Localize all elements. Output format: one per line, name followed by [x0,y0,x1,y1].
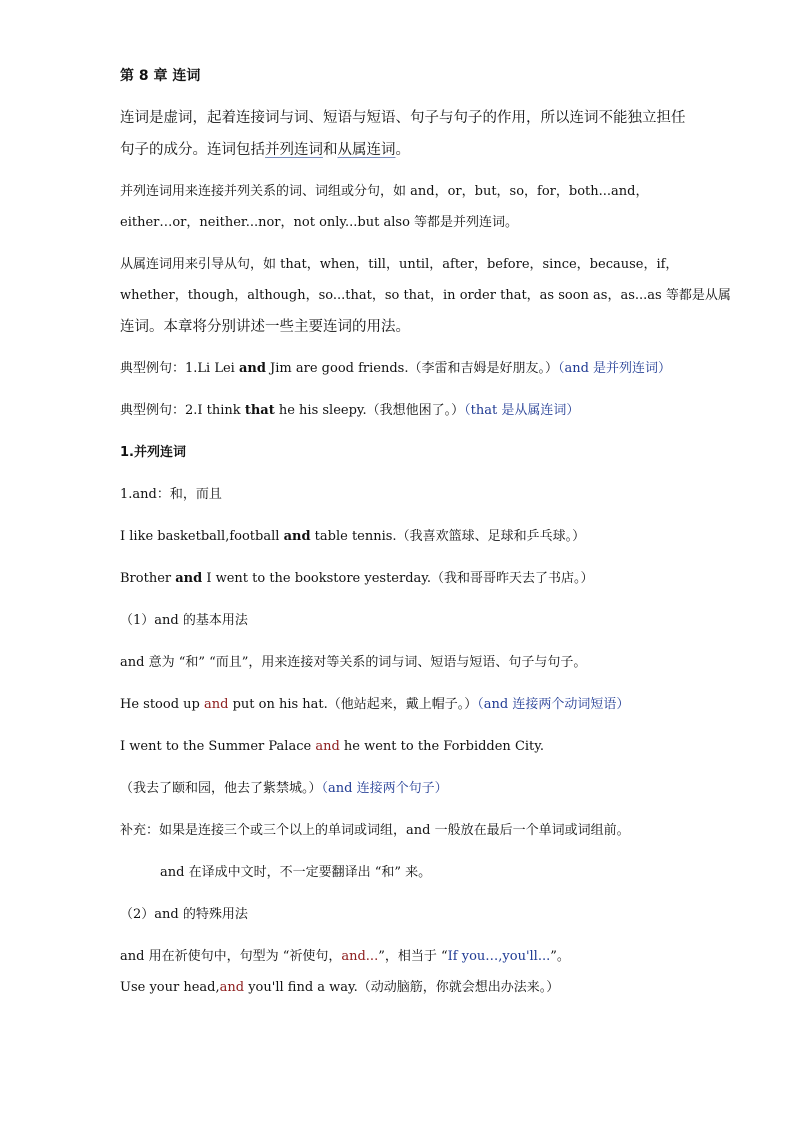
keyword: that [244,403,275,418]
keyword: and [238,361,266,376]
text: he went to the Forbidden City. [339,739,545,754]
note: （and 是并列连词） [557,361,672,376]
text: I went to the bookstore yesterday.（我和哥哥昨天去了书店。） [202,571,594,586]
text: I like basketball,football [120,529,284,544]
text: I went to the Summer Palace [120,739,316,754]
subheading-special: （2）and 的特殊用法 [120,907,248,922]
special-usage [120,949,570,965]
text: he his sleepy.（我想他困了。） [274,403,465,418]
note: （that 是从属连词） [464,403,580,418]
intro-line-1: 连词是虚词，起着连接词与词、短语与短语、句子与句子的作用，所以连词不能独立担任 [120,110,686,126]
sentence-3 [120,697,629,713]
sentence-4-translation [120,781,448,797]
intro-text: 和 [323,142,338,158]
section-heading: 1.并列连词 [120,445,186,460]
keyword: and [283,529,311,544]
pattern: If you…,you'll... [447,949,551,964]
text: （我去了颐和园，他去了紫禁城。） [120,781,322,796]
text: ”。 [550,949,570,964]
coord-line-1: 并列连词用来连接并列关系的词、词组或分句，如 and，or，but，so，for，both...and， [120,184,649,199]
text: Use your head, [120,980,220,995]
subord-line-3: 连词。本章将分别讲述一些主要连词的用法。 [120,319,410,335]
intro-text: 。 [395,142,410,158]
supplement-2: and 在译成中文时，不一定要翻译出 “和” 来。 [160,865,432,880]
keyword: and... [341,949,379,964]
text: He stood up [120,697,204,712]
keyword: and [219,980,245,995]
keyword: and [175,571,203,586]
subordinating-link[interactable]: 从属连词 [337,142,396,158]
text: you'll find a way.（动动脑筋，你就会想出办法来。） [244,980,560,995]
intro-text: 句子的成分。连词包括 [120,142,265,158]
sentence-2 [120,571,594,587]
text: Jim are good friends.（李雷和吉姆是好朋友。） [265,361,558,376]
text: Brother [120,571,176,586]
intro-line-2 [120,142,410,158]
text: 典型例句：2.I think [120,403,245,418]
subheading-basic: （1）and 的基本用法 [120,613,248,628]
text: 典型例句：1.Li Lei [120,361,239,376]
text: put on his hat.（他站起来，戴上帽子。） [228,697,478,712]
note: （and 连接两个句子） [321,781,448,796]
coordinating-link[interactable]: 并列连词 [265,142,323,158]
note: （and 连接两个动词短语） [477,697,630,712]
subord-line-1: 从属连词用来引导从句，如 that，when，till，until，after，before，since，because，if， [120,257,679,272]
text: ”，相当于 “ [378,949,448,964]
text: and 用在祈使句中，句型为 “祈使句， [120,949,342,964]
text: table tennis.（我喜欢篮球、足球和乒乓球。） [310,529,586,544]
example-1 [120,361,671,377]
chapter-title: 第 8 章 连词 [120,68,201,84]
sentence-1 [120,529,585,545]
supplement-1: 补充：如果是连接三个或三个以上的单词或词组，and 一般放在最后一个单词或词组前。 [120,823,630,838]
and-heading: 1.and：和，而且 [120,487,222,502]
coord-line-2: either…or，neither...nor，not only...but also 等都是并列连词。 [120,215,519,230]
keyword: and [315,739,340,754]
sentence-5 [120,980,559,996]
subord-line-2: whether，though，although，so...that，so that，in order that，as soon as，as...as 等都是从属 [120,288,731,303]
basic-usage: and 意为 “和” “而且”，用来连接对等关系的词与词、短语与短语、句子与句子。 [120,655,587,670]
sentence-4 [120,739,544,755]
keyword: and [204,697,229,712]
example-2 [120,403,579,419]
